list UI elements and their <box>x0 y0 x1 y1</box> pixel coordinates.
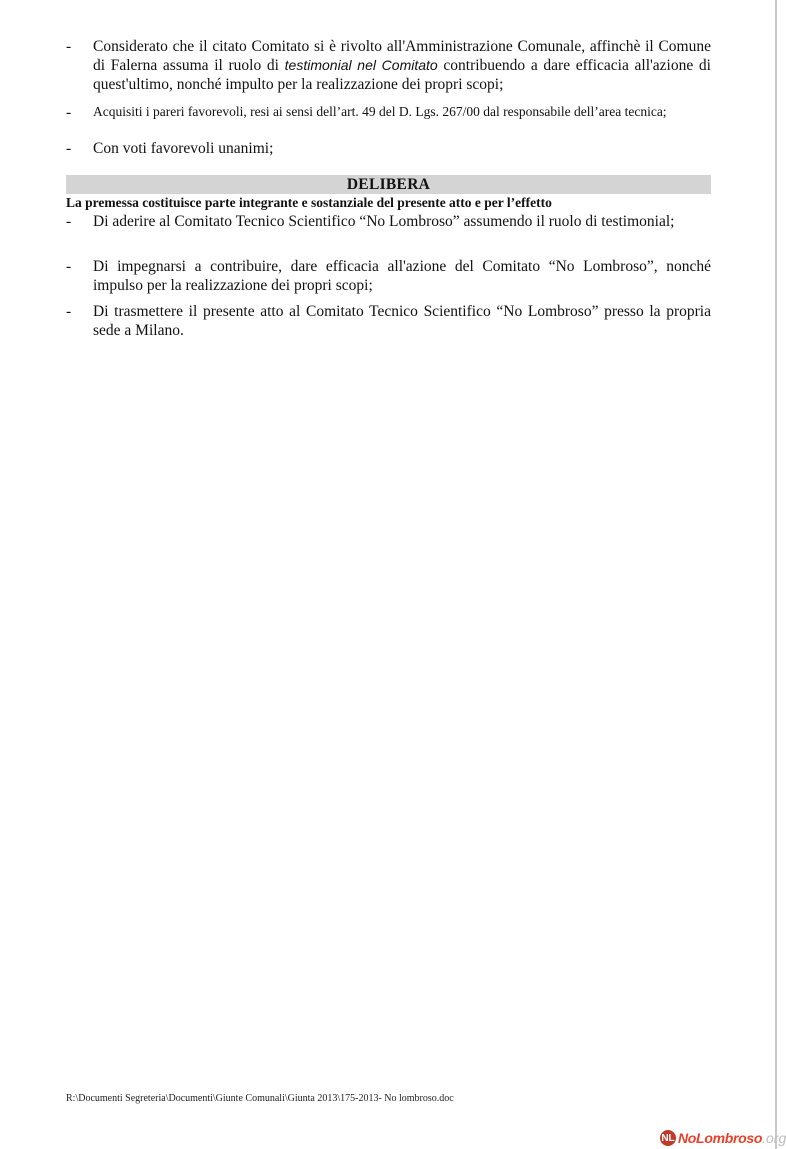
page-edge <box>775 0 777 1149</box>
delibera-heading: DELIBERA <box>66 175 711 194</box>
logo-text: NoLombroso <box>678 1130 763 1146</box>
delibera-text: Di aderire al Comitato Tecnico Scientifico “No Lombroso” assumendo il ruolo di testimonial; <box>93 213 675 230</box>
premise-item-2 <box>66 103 711 122</box>
delibera-item-1 <box>66 212 711 231</box>
list-marker: - <box>66 258 72 275</box>
footer-file-path: R:\Documenti Segreteria\Documenti\Giunte Comunali\Giunta 2013\175-2013- No lombroso.doc <box>66 1093 454 1104</box>
premise-text: Considerato che il citato Comitato si è rivolto all'Amministrazione Comunale, affinchè il Comune di Falerna assuma il ruolo di testimonial nel Comitato contribuendo a dare efficacia all'azione di quest'ultimo, nonché impulto per la realizzazione dei propri scopi; <box>93 38 711 93</box>
list-marker: - <box>66 140 72 157</box>
list-marker: - <box>66 213 72 230</box>
italic-phrase: testimonial nel Comitato <box>284 57 438 73</box>
delibera-item-2 <box>66 257 711 295</box>
delibera-item-3 <box>66 302 711 340</box>
premise-text: Con voti favorevoli unanimi; <box>93 140 274 157</box>
list-marker: - <box>66 303 72 320</box>
premise-item-1 <box>66 37 711 94</box>
nolombroso-logo <box>660 1128 786 1148</box>
premise-item-3 <box>66 139 711 158</box>
no-symbol-icon: NL <box>660 1130 676 1146</box>
delibera-text: Di impegnarsi a contribuire, dare efficacia all'azione del Comitato “No Lombroso”, nonché impulso per la realizzazione dei propri scopi; <box>93 258 711 294</box>
premessa-line: La premessa costituisce parte integrante e sostanziale del presente atto e per l’effetto <box>66 195 552 210</box>
logo-tld: .org <box>762 1130 786 1146</box>
delibera-text: Di trasmettere il presente atto al Comitato Tecnico Scientifico “No Lombroso” presso la propria sede a Milano. <box>93 303 711 339</box>
premise-text: Acquisiti i pareri favorevoli, resi ai sensi dell’art. 49 del D. Lgs. 267/00 dal responsabile dell’area tecnica; <box>93 104 667 119</box>
list-marker: - <box>66 104 72 121</box>
list-marker: - <box>66 38 72 55</box>
